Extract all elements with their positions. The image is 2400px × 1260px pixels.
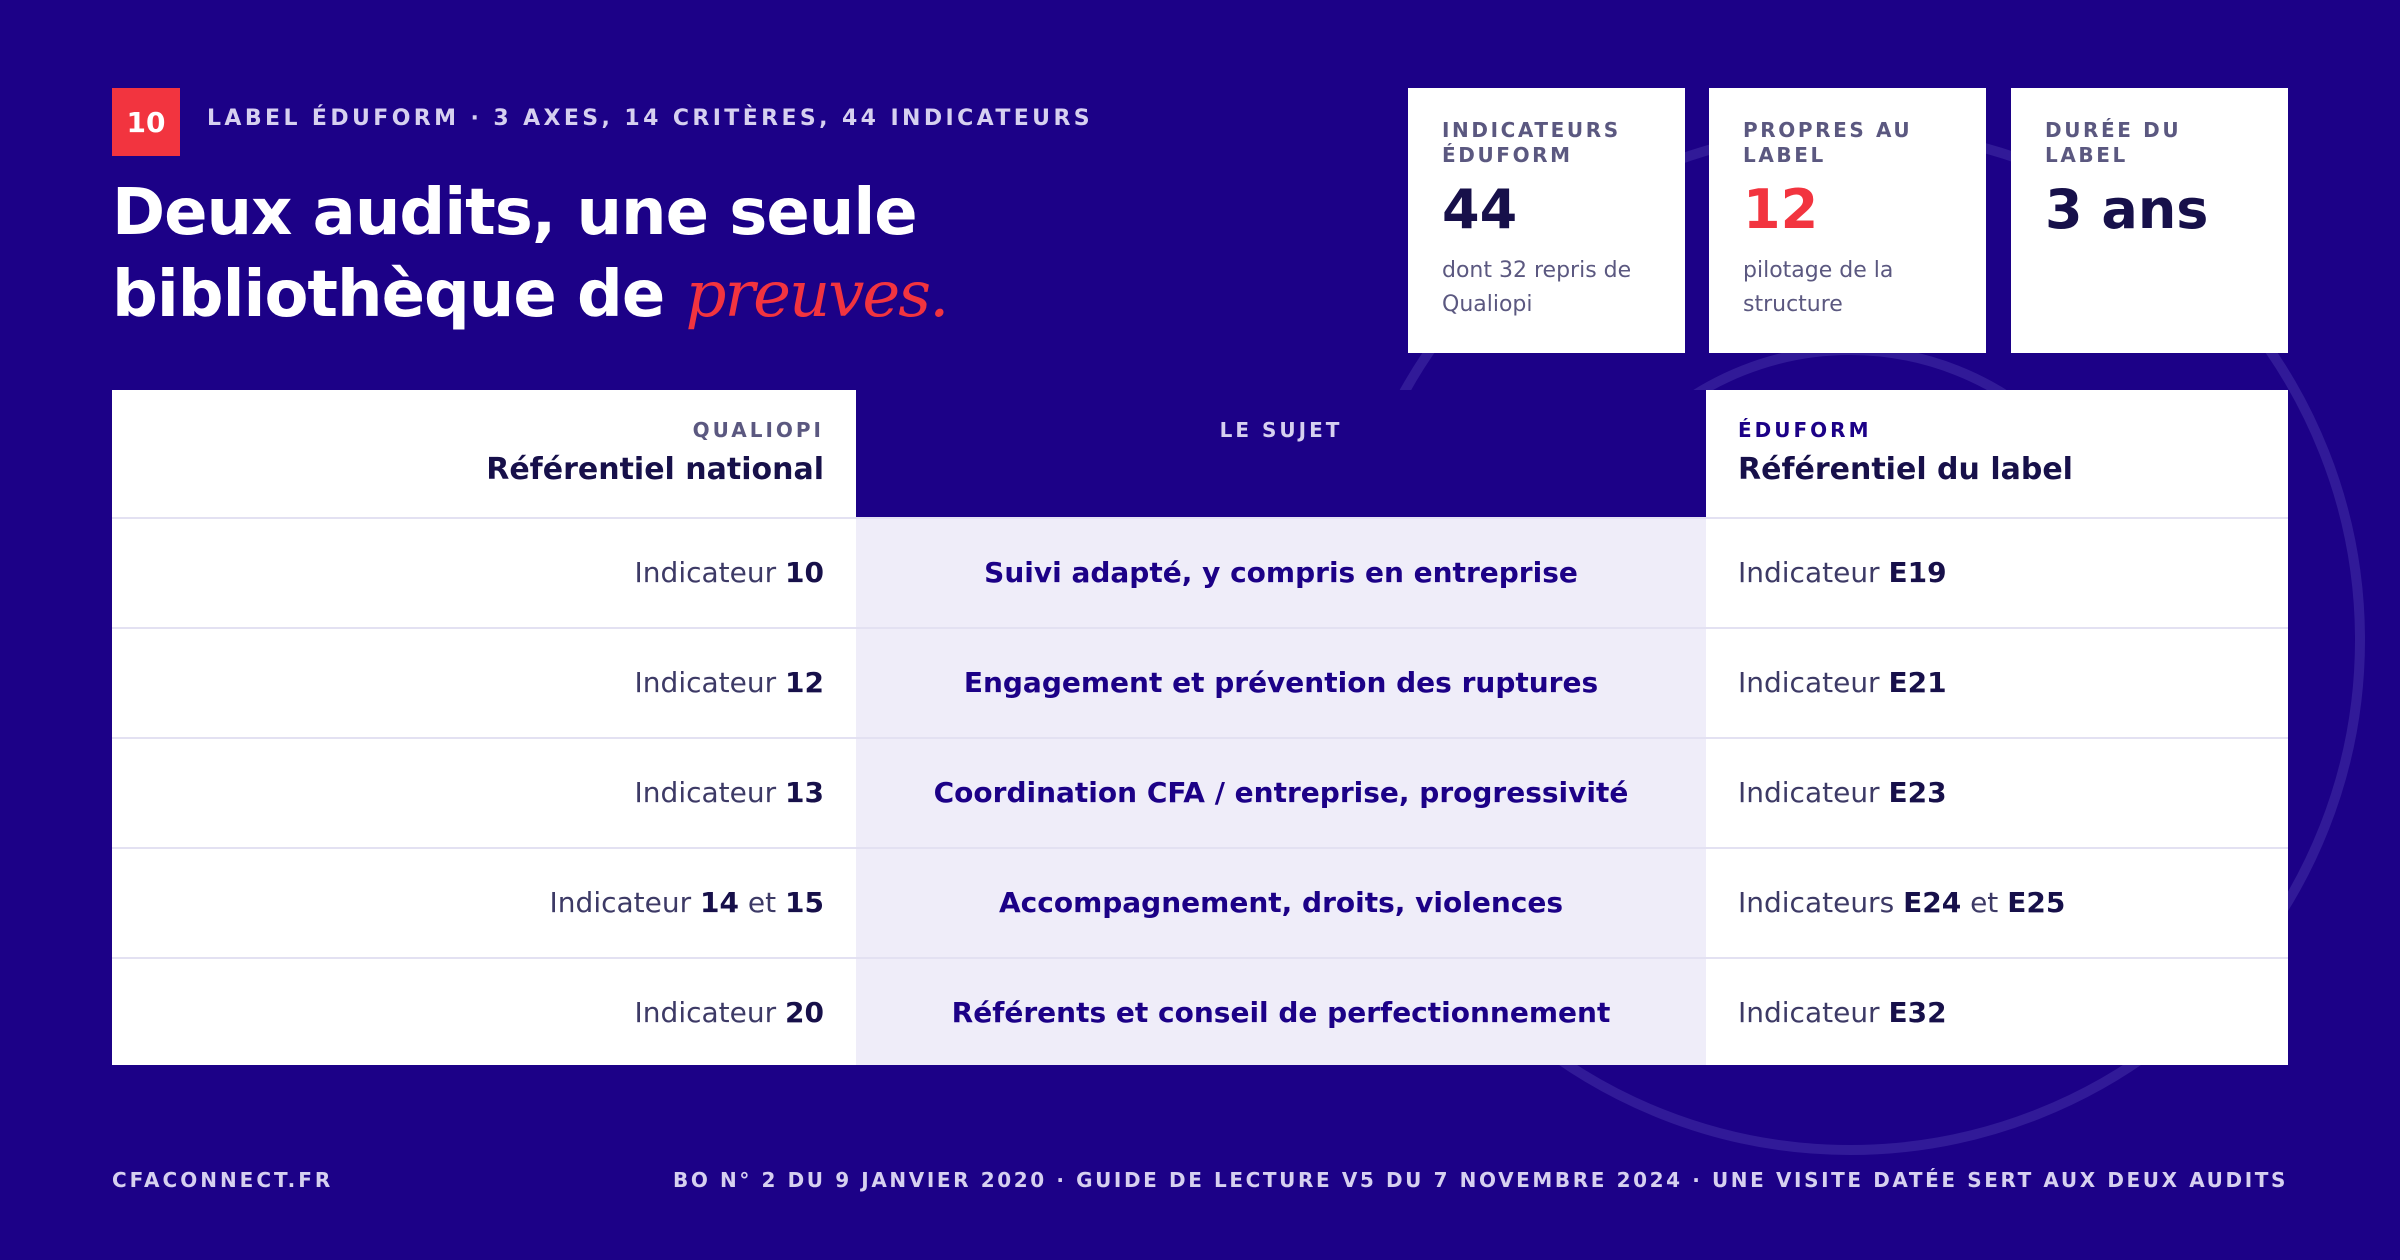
cell-word: Indicateur xyxy=(634,996,777,1029)
eduform-cell xyxy=(1706,519,2288,627)
stat-label: INDICATEURS ÉDUFORM xyxy=(1442,118,1621,167)
title-line-1: Deux audits, une seule xyxy=(112,176,917,250)
header-subject xyxy=(856,390,1706,517)
cell-word: Indicateurs xyxy=(1738,886,1895,919)
subject-cell: Accompagnement, droits, violences xyxy=(998,886,1564,919)
eduform-cell xyxy=(1706,739,2288,847)
stat-card-duration xyxy=(2011,88,2288,353)
table-row xyxy=(112,847,2288,957)
title-line-2 xyxy=(112,254,947,336)
comparison-table xyxy=(112,390,2288,1065)
cell-number: E23 xyxy=(1888,776,1947,809)
table-row xyxy=(112,957,2288,1065)
header-kicker: ÉDUFORM xyxy=(1738,418,1872,442)
stat-value: 12 xyxy=(1743,178,1819,241)
qualiopi-cell xyxy=(112,739,856,847)
cell-number: 12 xyxy=(785,666,824,699)
header-qualiopi xyxy=(112,390,856,517)
table-row xyxy=(112,737,2288,847)
subject-cell: Suivi adapté, y compris en entreprise xyxy=(984,556,1578,589)
cell-word: Indicateur xyxy=(1738,556,1880,589)
cell-and: et xyxy=(747,886,777,919)
cell-number: E32 xyxy=(1888,996,1947,1029)
stat-desc: dont 32 repris de Qualiopi xyxy=(1442,258,1632,317)
cell-number: E24 xyxy=(1903,886,1962,919)
page-title xyxy=(112,172,947,336)
slide-number-badge: 10 xyxy=(112,88,180,156)
stat-value: 3 ans xyxy=(2045,178,2209,241)
header-title: Référentiel du label xyxy=(1738,452,2073,487)
stat-label: DURÉE DU LABEL xyxy=(2045,118,2182,167)
cell-word: Indicateur xyxy=(634,556,777,589)
cell-and: et xyxy=(1970,886,1999,919)
cell-word: Indicateur xyxy=(634,666,777,699)
cell-word: Indicateur xyxy=(634,776,777,809)
table-row xyxy=(112,627,2288,737)
footer-site: CFACONNECT.FR xyxy=(112,1168,334,1192)
cell-word: Indicateur xyxy=(1738,666,1880,699)
header-kicker: QUALIOPI xyxy=(692,418,824,442)
eduform-cell xyxy=(1706,629,2288,737)
cell-number: 13 xyxy=(785,776,824,809)
stat-label: PROPRES AU LABEL xyxy=(1743,118,1913,167)
cell-number: 20 xyxy=(785,996,824,1029)
stat-value: 44 xyxy=(1442,178,1518,241)
qualiopi-cell xyxy=(112,849,856,957)
eduform-cell xyxy=(1706,959,2288,1067)
cell-number: 10 xyxy=(785,556,824,589)
title-accent: preuves. xyxy=(685,258,948,332)
subject-cell: Référents et conseil de perfectionnement xyxy=(951,996,1611,1029)
eduform-cell xyxy=(1706,849,2288,957)
eyebrow: LABEL ÉDUFORM · 3 AXES, 14 CRITÈRES, 44 INDICATEURS xyxy=(207,106,1094,131)
cell-number-2: E25 xyxy=(2007,886,2066,919)
qualiopi-cell xyxy=(112,519,856,627)
table-header xyxy=(112,390,2288,517)
stat-card-label-specific xyxy=(1709,88,1986,353)
cell-number: E21 xyxy=(1888,666,1947,699)
qualiopi-cell xyxy=(112,959,856,1067)
header-kicker: LE SUJET xyxy=(1219,418,1343,442)
stat-card-indicators xyxy=(1408,88,1685,353)
cell-number: 14 xyxy=(700,886,739,919)
cell-word: Indicateur xyxy=(549,886,692,919)
cell-number-2: 15 xyxy=(785,886,824,919)
qualiopi-cell xyxy=(112,629,856,737)
subject-cell: Engagement et prévention des ruptures xyxy=(963,666,1599,699)
header-eduform xyxy=(1706,390,2288,517)
header-title: Référentiel national xyxy=(486,452,824,487)
title-line-2-text: bibliothèque de xyxy=(112,258,665,332)
stat-desc: pilotage de la structure xyxy=(1743,258,1894,317)
footer-sources: BO N° 2 DU 9 JANVIER 2020 · GUIDE DE LECTURE V5 DU 7 NOVEMBRE 2024 · UNE VISITE DATÉE SERT AUX DEUX AUDITS xyxy=(673,1168,2288,1192)
table-row xyxy=(112,517,2288,627)
subject-cell: Coordination CFA / entreprise, progressivité xyxy=(933,776,1629,809)
cell-word: Indicateur xyxy=(1738,776,1880,809)
cell-number: E19 xyxy=(1888,556,1947,589)
cell-word: Indicateur xyxy=(1738,996,1880,1029)
